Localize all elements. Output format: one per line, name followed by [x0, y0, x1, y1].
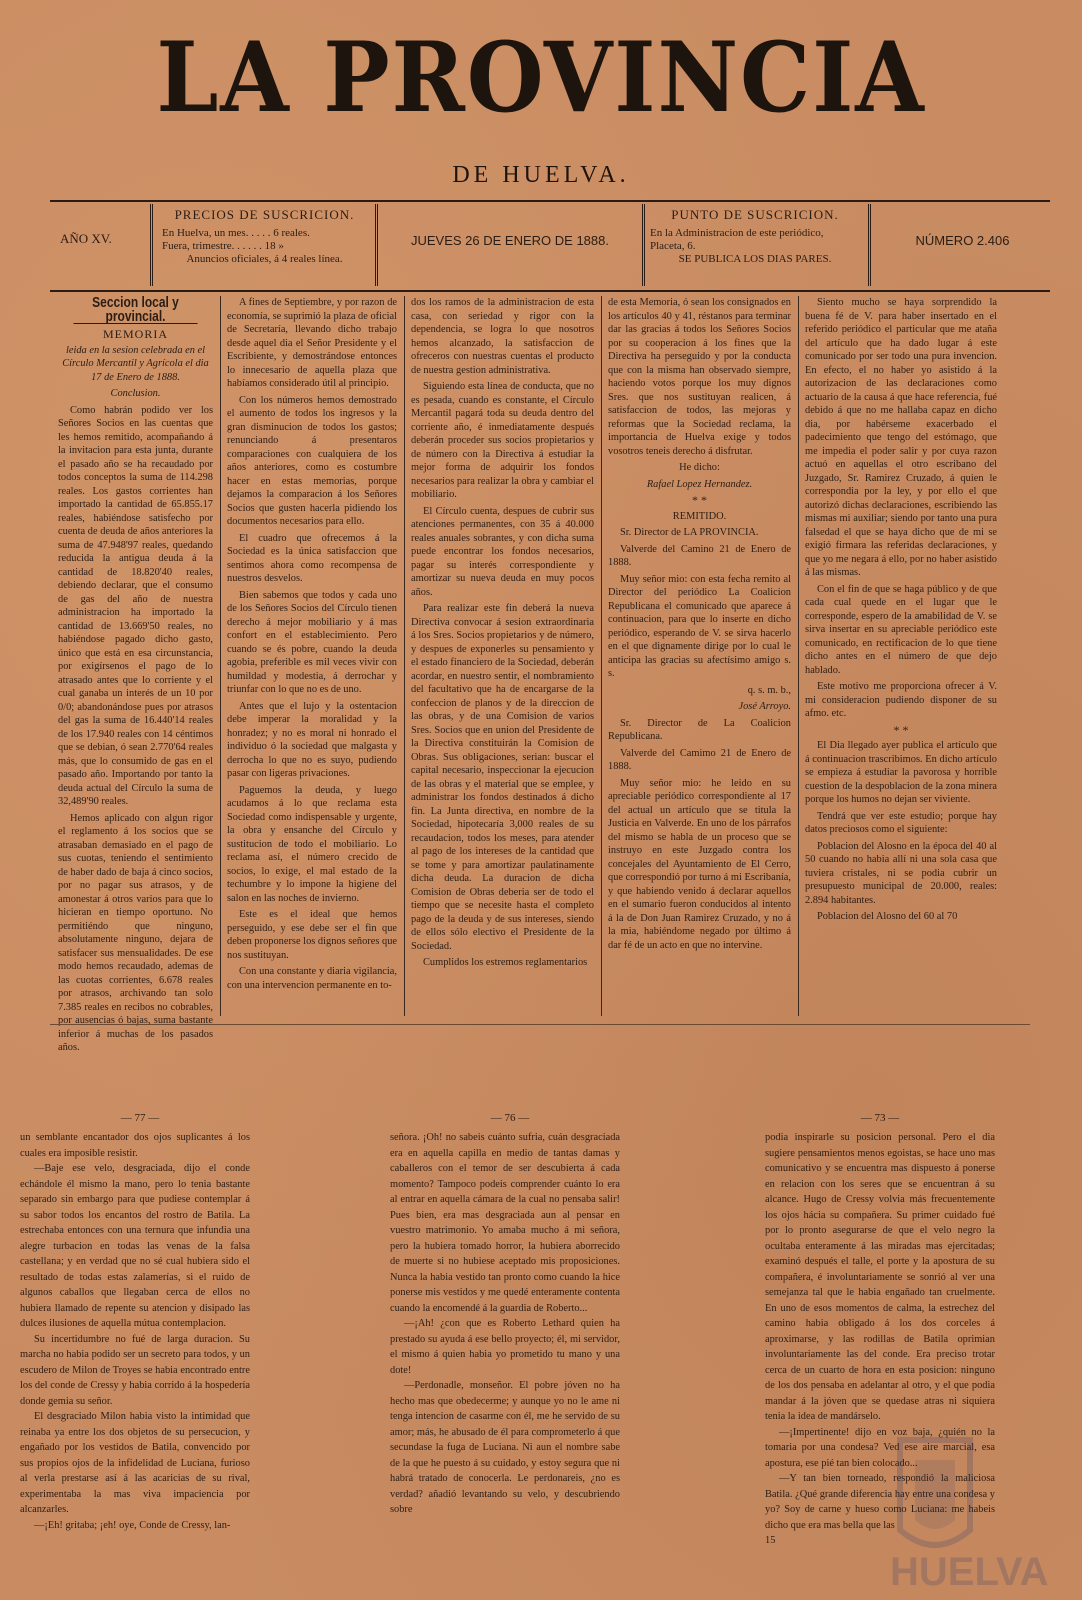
paragraph: El Círculo cuenta, despues de cubrir sus atenciones permanentes, con 35 á 40.000 reales anuales sobrantes, y con dicha suma puede encontrar los fondos necesarios, pagar su interés correspondiente y amortizar su nueva deuda en muy pocos años.: [411, 505, 594, 598]
paragraph: Siguiendo esta línea de conducta, que no es pesada, cuando es constante, el Círculo Mercantil pagará toda su deuda dentro del corriente año, é inmediatamente después deberán proceder sus socios propietarios y de número con la Directiva á estudiar la mejor forma de adquirir los fondos necesarios para realizar la obra y cambiar el mobiliario.: [411, 381, 594, 500]
memoria-title: MEMORIA: [102, 327, 168, 341]
issue-date: JUEVES 26 DE ENERO DE 1888.: [411, 233, 609, 248]
paragraph: Como habrán podido ver los Señores Socios en las cuentas que les hemos remitido, acompañando á la invitacion para esta junta, durante el pasado año se ha recaudado por todos conceptos la suma de 114.298 reales. Los gastos corrientes han importado la cantidad de 65.855.17 reales, habiéndose satisfecho por cuenta de deuda de años anteriores la suma de 47.948'97 reales, quedando reducida la antigua deuda á la cantidad de 18.820'40 reales, debiendo declarar, que el consumo de gas del año de nuestra administracion ha importado la cantidad de 13.669'50 reales, no habiéndose pagado dicho gasto, único que está en esa circunstancia, por exigírsenos el pago de lo atrasado antes que lo corriente y el cual ganaba un interés de un 10 por 0/0; abandonándose pues por atrasos del gas la suma de 16.440'14 reales de los 17.940 reales con 14 céntimos que se debian, ó sean 2.770'64 reales más, que lo consumido de gas en el pasado año. Importando por tanto la deuda actual del Círculo la suma de 32,489'90 reales.: [58, 404, 213, 807]
paragraph: Bien sabemos que todos y cada uno de los Señores Socios del Círculo tienen derecho á mejor mobiliario y á mas confort en el establecimiento. Pero cuando se és pobre, cuando la deuda agobia, preferible es mil veces vivir con humildad y modestia, á derrochar y triunfar con lo que no es de uno.: [227, 589, 397, 695]
info-divider: [150, 204, 153, 286]
closing-formula: q. s. m. b.,: [747, 684, 791, 696]
paragraph: Para realizar este fin deberá la nueva Directiva convocar á sesion extraordinaria á los Sres. Socios propietarios y de número, y despues de exponerles su pensamiento y el estado financiero de la Sociedad, deberán acordar, en nuestro sentir, el nombramiento del facultativo que ha de encargarse de la confeccion de planos y de la direccion de las obras, y de una Comision de varios Sres. Socios que en union del Presidente de la Directiva constituirán la Comision de Obras. Sus obligaciones, serian: buscar el capital necesario, inspeccionar la ejecucion de las obras y el material que se emplee, y administrar los fondos destinados á dicho fin. La Junta directiva, en nombre de la Sociedad, hipotecaría 3,000 reales de su recaudacion, todos los meses, para atender al pago de los intereses de la cantidad que se tome y para amortizar paulatinamente dicha deuda. La duracion de dicha Comision de Obras deberia ser de todo el tiempo que se necesite hasta el completo pago de la deuda y de sus intereses, siendo de ellos sólo electivo el Presidente de la Sociedad.: [411, 603, 594, 952]
prices-block: [162, 208, 367, 284]
signature: José Arroyo.: [738, 701, 791, 712]
asterism: * *: [893, 722, 909, 737]
signature: Rafael Lopez Hernandez.: [646, 478, 753, 490]
paragraph: —¡Eh! gritaba; ¡eh! oye, Conde de Cressy, lan-: [34, 1519, 231, 1531]
paragraph: dos los ramos de la administracion de esta casa, con seriedad y rigor con la dependencia, se logra lo que nosotros hemos alcanzado, la satisfaccion de ofreceros con nuestras cuentas el producto de nuestra gestion administrativa.: [411, 297, 594, 376]
paragraph: Este motivo me proporciona ofrecer á V. mi consideracion pudiendo disponer de su afmo. etc.: [805, 681, 997, 719]
issue-number: NÚMERO 2.406: [915, 233, 1010, 248]
subscription-point-block: [650, 208, 860, 284]
folletin-page-number: — 77 —: [120, 1112, 160, 1124]
paragraph: Su incertidumbre no fué de larga duracion. Su marcha no habia podido ser un secreto para todos, y un escudero de Milon de Troyes se habia encontrado entre los del conde de Cressy y habia corrido á la hospedería donde gemia su señor.: [20, 1333, 250, 1407]
prices-line-3: Anuncios oficiales, á 4 reales línea.: [186, 253, 343, 265]
year-label: AÑO XV.: [60, 231, 112, 246]
paragraph: Poblacion del Alosno del 60 al 70: [817, 911, 958, 922]
paragraph: Tendrá que ver este estudio; porque hay datos preciosos como el siguiente:: [805, 810, 997, 835]
paragraph: Cumplidos los estremos reglamentarios: [423, 957, 588, 968]
prices-title: PRECIOS DE SUSCRICION.: [174, 207, 355, 222]
paragraph: Con los números hemos demostrado el aumento de todos los ingresos y la gran disminucion de todos los gastos; renunciando á presentaros comparaciones con cualquiera de los años anteriores, como es costumbre hacer en estas memorias, porque dejamos la comparacion á los Señores Socios que gusten hacerla pidiendo los documentos necesarios para ello.: [227, 394, 397, 527]
remitido-heading: REMITIDO.: [672, 510, 727, 522]
paragraph: Muy señor mio: he leido en su apreciable periódico correspondiente al 17 del actual un artículo que se titula la Justicia en Valverde. En uno de los párrafos del mismo se habla de un proceso que se instruyo en este Juzgado contra los concejales del Ayuntamiento de El Cerro, que correspondió por turno á mi Escribanía, y que habiendo venido á declarar aquellos en el sumario fueron conducidos al intento á la de Don Juan Ramirez Cruzado, y no á la mia, habiéndome negado por último á dar fé de un acto en que no intervine.: [608, 777, 791, 951]
seal-text: HUELVA: [890, 1550, 1049, 1594]
paragraph: señora. ¡Oh! no sabeis cuánto sufria, cuán desgraciada era en aquella capilla en medio de tantas damas y caballeros con el temor de ser descubierta á cada momento? Tampoco podeis comprender cuánto lo era al entrar en aquella cámara de la cual no pensaba salir! Pues bien, era mas desgraciada aun al pensar en vuestro matrimonio. Yo amaba mucho á mi señora, pero la hubiera tomado horror, la hubiera aborrecido de muerte si no hubiese aceptado mis proposiciones. Nunca la habia vestido tan pronto como cuando la hice ponerse mis vestidos y me quedé enteramente contenta cuando la encomendé á la guardia de Roberto...: [390, 1132, 620, 1314]
info-divider: [375, 204, 378, 286]
paragraph: Hemos aplicado con algun rigor el reglamento á los socios que se atrasaban demasiado en el pago de sus cuotas, teniendo el sentimiento de haber dado de baja á cinco socios, por no pagar sus atrasos, y de amonestar á otros varios para que lo hicieran en tiempo oportuno. No permitiéndo que ninguno, absolutamente ninguno, dejara de satisfacer sus mensualidades. De ese modo hemos recaudado, ademas de las cuotas corrientes, 6.678 reales por atrasos, archivando tan solo 7.385 reales en recibos no cobrables, por ausencias ó bajas, suma bastante inferior á muchas de los pasados años.: [58, 812, 213, 1053]
paragraph: El cuadro que ofrecemos á la Sociedad es la única satisfaccion que sentimos ahora como recompensa de nuestros desvelos.: [227, 532, 397, 584]
column-2: [227, 296, 397, 1016]
point-line-1: En la Administracion de este periódico, Placeta, 6.: [650, 227, 824, 252]
point-line-2: SE PUBLICA LOS DIAS PARES.: [678, 253, 832, 265]
paragraph: un semblante encantador dos ojos suplicantes á los cuales era imposible resistir.: [20, 1132, 250, 1159]
paragraph: El desgraciado Milon habia visto la intimidad que reinaba ya entre los dos objetos de su persecucion, y engañado por los vestidos de Batila, convencido por sus propios ojos de la infidelidad de Luciana, furioso al verla prestarse así á las acaricias de su rival, experimentaba la mas viva impaciencia por alcanzarles.: [20, 1411, 250, 1515]
paragraph: Con el fin de que se haga público y de que cada cual quede en el lugar que le corresponde, espero de la amabilidad de V. se sirva insertar en su apreciable periódico este comunicado, en rectificacion de lo que tiene dicho antes en el número de que dejo hablado.: [805, 583, 997, 676]
paragraph: Con una constante y diaria vigilancia, con una intervencion permanente en to-: [227, 966, 397, 991]
info-divider: [868, 204, 871, 286]
paragraph: Este es el ideal que hemos perseguido, y ese debe ser el fin que deben proponerse los dignos señores que nos sustituyan.: [227, 909, 397, 961]
column-1: [58, 294, 213, 1053]
masthead-title: LA PROVINCIA: [156, 21, 926, 134]
paragraph: —¡Ah! ¿con que es Roberto Lethard quien ha prestado su ayuda á ese bello proyecto; él, mi servidor, el mismo á quien habia yo prometido tu mano y una dote!: [390, 1318, 620, 1376]
prices-line-1: En Huelva, un mes. . . . . 6 reales.: [162, 227, 310, 239]
conclusion-label: Conclusion.: [110, 388, 161, 399]
paragraph: —¡Impertinente! dijo en voz baja, ¿quién no la tomaria por una condesa? Ved ese aire marcial, esa apostura, ese pié tan bien colocado...: [765, 1426, 995, 1469]
masthead-subtitle: DE HUELVA.: [452, 162, 630, 188]
folletin-page-number: — 73 —: [860, 1112, 900, 1124]
asterism: * *: [692, 493, 707, 507]
paragraph: —Baje ese velo, desgraciada, dijo el conde echándole él mismo la mano, pero lo tenia bastante separado sin embargo para que pudiese contemplar á su sabor todos los encantos del rostro de Batila. La estrechaba entonces con una ternura que infundia una alegre turbacion en todas las venas de la falsa castellana; y en verdad que no sé cual hubiera sido el resultado de todas estas zalamerías, si el ruido de algunos caballos que llegaban cerca de ellos no hubiera llamado de repente su atencion y disipado las dulces ilusiones de aquella mútua contemplacion.: [20, 1163, 250, 1329]
paragraph: Valverde del Camimo 21 de Enero de 1888.: [608, 747, 791, 772]
paragraph: Poblacion del Alosno en la época del 40 al 50 cuando no habia allí ni una sola casa que tuviera cristales, ni se podia cubrir un presupuesto municipal de 20.000, reales: 2.894 habitantes.: [805, 840, 997, 906]
folletin-column-middle: [390, 1130, 620, 1580]
paragraph: El Dia llegado ayer publica el artículo que á continuacion trascribimos. En dicho artículo se empieza á estudiar la pavorosa y horrible cuestion de la despoblacion de la zona minera porque los humos no dejan ser viviente.: [805, 740, 997, 805]
paragraph: Siento mucho se haya sorprendido la buena fé de V. para haber insertado en el referido periódico el particular que me ataña del artículo que ha dado lugar á este comunicado por ser todo una pura invencion. En efecto, el no haber yo asistido á la autorizacion de las declaraciones como actuario de la causa á que hace referencia, fué debido á que no me hallaba capaz en dicho dia, por habérseme exacerbado el padecimiento que tengo del estómago, que me impedia el poder salir y por cuya razon actuó en aquellas el otro escribano del Juzgado, Sr. Ramirez Cruzado, á quien le correspondia por la ley, y por ello el que autorizó dichas declaraciones, escribiendo las mismas mi auxiliar; siendo por tanto una pura falsedad el que se haya dicho que de mi se exigió firmara las referidas declaraciones, y que yo me negara á ello, por no haber asistido á las mismas.: [805, 297, 997, 578]
column-4: [608, 296, 791, 1016]
column-rule: [798, 296, 799, 1016]
paragraph: Valverde del Camino 21 de Enero de 1888.: [608, 543, 791, 568]
paragraph: Paguemos la deuda, y luego acudamos á lo que reclama esta Sociedad como indispensable y urgente, la obra y ensanche del Círculo y sustitucion de todo el mobiliario. Lo reclama así, el número crecido de socios, lo exige, el mal estado de la techumbre y lo impone la higiene del salon en las noches de invierno.: [227, 784, 397, 904]
memoria-subtitle: leida en la sesion celebrada en el Círculo Mercantil y Agrícola el dia 17 de Enero de 1888.: [62, 344, 209, 383]
sign-off: He dicho:: [679, 462, 720, 473]
info-divider: [642, 204, 645, 286]
paragraph: podia inspirarle su posicion personal. Pero el dia sugiere pensamientos menos egoistas, se hace uno mas comunicativo y se encuentra mas dispuesto á ponerse en relacion con los seres que se encuentran á su alcance. Hugo de Cressy volvia más frecuentemente los ojos hácia su compañera. Su primer cuidado fué por lo pronto asegurarse de que el velo negro la ocultaba enteramente á las miradas mas ejercitadas; examinó después el talle, el porte y la apostura de su compañera, é involuntariamente se sonrió al ver una semejanza tal que le habia engañado tan cruelmente. En uno de esos momentos de calma, la estrechez del camino habia obligado á los dos corceles á aproximarse, y las rodillas de Batila oprimian involuntariamente las del conde. Era preciso trotar cerca de un cuarto de hora en esta posicion: ninguno de los dos pensaba en adelantar al otro, y el que podia mandar á la jóven que se quedase atras ni siquiera tenia la idea de mandárselo.: [765, 1132, 995, 1422]
prices-line-2: Fuera, trimestre. . . . . . 18 »: [162, 240, 284, 252]
folletin-divider: [50, 1024, 1030, 1025]
paragraph: Sr. Director de LA PROVINCIA.: [620, 527, 759, 538]
folletin-page-number: — 76 —: [490, 1112, 530, 1124]
paragraph: Muy señor mio: con esta fecha remito al Director del periódico La Coalicion Republicana el comunicado que aparece á continuacion, para que lo inserte en dicho periódico, esperando de V. se sirva hacerlo en el que dignamente dirige por lo cual le anticipa las gracias su afectísimo amigo s. s.: [608, 573, 791, 679]
paragraph: Sr. Director de La Coalicion Republicana.: [608, 717, 791, 742]
library-seal-watermark-icon: [860, 1420, 1060, 1600]
paragraph: A fines de Septiembre, y por razon de economía, se suprimió la plaza de oficial de Secretaría, llevando dicho trabajo desde aquel dia el Señor Presidente y el Escribiente, y demostrándose entonces lo innecesario de aquella plaza que habíamos considerado útil al principio.: [227, 297, 397, 389]
column-rule: [601, 296, 602, 1016]
column-rule: [220, 296, 221, 1016]
section-heading: Seccion local y provincial.: [74, 296, 198, 324]
column-5: [805, 296, 997, 1016]
column-rule: [404, 296, 405, 1016]
paragraph: —Y tan bien torneado, respondió la maliciosa Batila. ¿Qué grande diferencia hay entre una condesa y yo? Soy de carne y hueso como Luciana: me habeis dicho que era mas bella que las: [765, 1473, 995, 1531]
folletin-column-left: [20, 1130, 250, 1580]
page-signature-number: 15: [765, 1535, 776, 1546]
paragraph: —Perdonadle, monseñor. El pobre jóven no ha hecho mas que obedecerme; y aunque yo no le ame ni tenga intencion de casarme con él, me he servido de su amor; más, he abusado de él para comprometerlo á que secundase la fuga de Luciana. Ni aun el nombre sabe de la que he puesto á su cuidado, y estoy segura que ni habrá tratado de conocerla. Le perdonareis, ¿no es verdad? añadió levantando su velo, y descubriendo sobre: [390, 1380, 620, 1515]
info-bar: [50, 200, 1050, 292]
column-3: [411, 296, 594, 1016]
paragraph: Antes que el lujo y la ostentacion debe imperar la moralidad y la honradez; y no es moral ni honrado el individuo ó la sociedad que malgasta y derrocha lo que no es suyo, pudiendo pasar con ligeras privaciones.: [227, 700, 397, 779]
paragraph: de esta Memoria, ó sean los consignados en los artículos 40 y 41, réstanos para terminar dar las gracias á todos los Señores Socios por su cooperacion á los fines que la Directiva ha perseguido y por la conducta que con la misma han observado siempre, haciendo votos porque los muy dignos Sres. que nos sustituyan realicen, á satisfaccion de todos, las mejoras y reformas que la Sociedad reclama, la importancia de Huelva exige y todos vosotros teneis derecho á disfrutar.: [608, 297, 791, 457]
point-title: PUNTO DE SUSCRICION.: [671, 207, 839, 222]
